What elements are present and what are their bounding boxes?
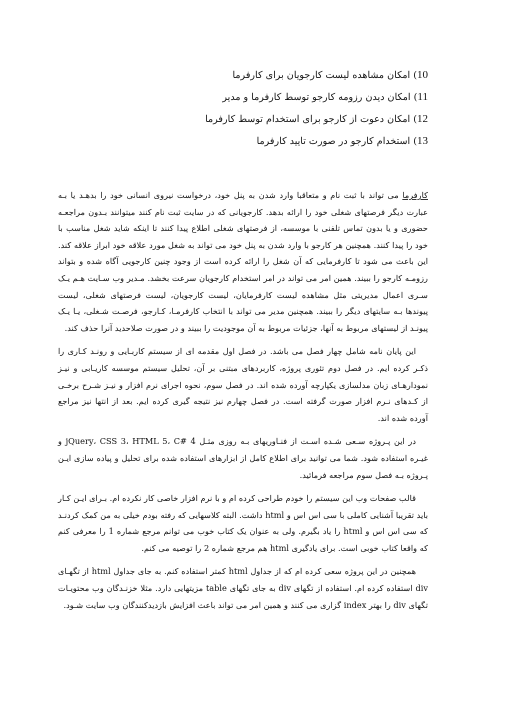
feature-list	[58, 70, 428, 158]
paragraph: در این پـروژه سـعی شـده اسـت از فنـاوریهای بـه روزی مثـل jQuery، CSS 3، HTML 5، C# 4 و غیـره استفاده شود. شما می توانید برای اطلاع کامل از ابزارهای استفاده شده برای تحلیل و پیاده سازی ایـن پـروژه بـه فصل سوم مراجعه فرمائید.	[58, 436, 428, 480]
list-item: 13) استخدام کارجو در صورت تایید کارفرما	[256, 135, 428, 147]
body-text	[58, 187, 428, 613]
paragraph: کارفرما می تواند با ثبت نام و متعاقبا وارد شدن به پنل خود، درخواست نیروی انسانی خود را بدهـد یا بـه عبارت دیگر فرصتهای شغلی خود را ارائه بدهد. کارجویانی که در سایت ثبت نام کنند میتوانند بـدون مراجعـه حضوری و یا بدون تماس تلفنی با موسسه، از فرصتهای شغلی اطلاع پیدا کنند تا اینکه شاید شغل مناسب با خود را پیدا کنند. همچنین هر کارجو با وارد شدن به پنل خود می تواند به شغل مورد علاقه خود ابراز علاقه کند. این باعث می شود تا کارفرمایی که آن شغل را ارائه کرده است از وجود چنین کارجویی آگاه شده و بتواند رزومـه کارجو را ببیند. همین امر می تواند در امر استخدام کارجویان سرعت بخشد. مـدیر وب سـایت هـم یـک سـری اعمال مدیریتی مثل مشاهده لیست کارفرمایان، لیست کارجویان، لیست فرصتهای شغلی، لیست پیوندها بـه سایتهای دیگر را ببیند. همچنین مدیر می تواند با انتخاب کارفرمـا، کـارجو، فرصـت شـغلی، یـا یـک پیونـد از لیستهای مربوط به آنها، جزئیات مربوط به آن موجودیت را ببیند و در صورت صلاحدید آنرا حذف کند.	[58, 190, 428, 333]
paragraph: قالب صفحات وب این سیستم را خودم طراحی کرده ام و با نرم افزار خاصی کار نکرده ام. بـرای ایـن کـار باید تقریبا آشنایی کاملی با سی اس اس و html داشت. البته کلاسهایی که رفته بودم خیلی به من کمک کردنـد که سی اس اس و html را یاد بگیرم. ولی به عنوان یک کتاب خوب می توانم مرجع شماره 1 را معرفی کنم که واقعا کتاب خوبی است. برای یادگیری html هم مرجع شماره 2 را توصیه می کنم.	[58, 493, 428, 553]
paragraph: همچنین در این پروژه سعی کرده ام که از جداول html کمتر استفاده کنم. به جای جداول html از تگهـای div استفاده کرده ام. استفاده از تگهای div به جای تگهای table مزیتهایی دارد. مثلا خزنـدگان وب محتویـات تگهای div را بهتر index گزاری می کنند و همین امر می تواند باعث افزایش بازدیدکنندگان وب سایت شـود.	[58, 566, 428, 610]
list-item: 12) امکان دعوت از کارجو برای استخدام توسط کارفرما	[205, 113, 428, 125]
paragraph: این پایان نامه شامل چهار فصل می باشد. در فصل اول مقدمه ای از سیستم کاربـایی و رونـد کـاری را ذکـر کرده ایم. در فصل دوم تئوری پروژه، کاربردهای مبتنی بر آن، تحلیل سیستم موسسه کاریـابی و نیـز نمودارهـای زبان مدلسازی یکپارچه آورده شده اند. در فصل سوم، نحوه اجرای نرم افزار و نیـز شـرح برخـی از کـدهای نـرم افزار صورت گرفته است. در فصل چهارم نیز نتیجه گیری کرده ایم. بعد از انتها نیز مراجع آورده شده اند.	[58, 346, 428, 423]
list-item: 11) امکان دیدن رزومه کارجو توسط کارفرما و مدیر	[222, 91, 428, 103]
list-item: 10) امکان مشاهده لیست کارجویان برای کارفرما	[232, 69, 428, 81]
underlined-term: کارفرما	[402, 190, 428, 200]
